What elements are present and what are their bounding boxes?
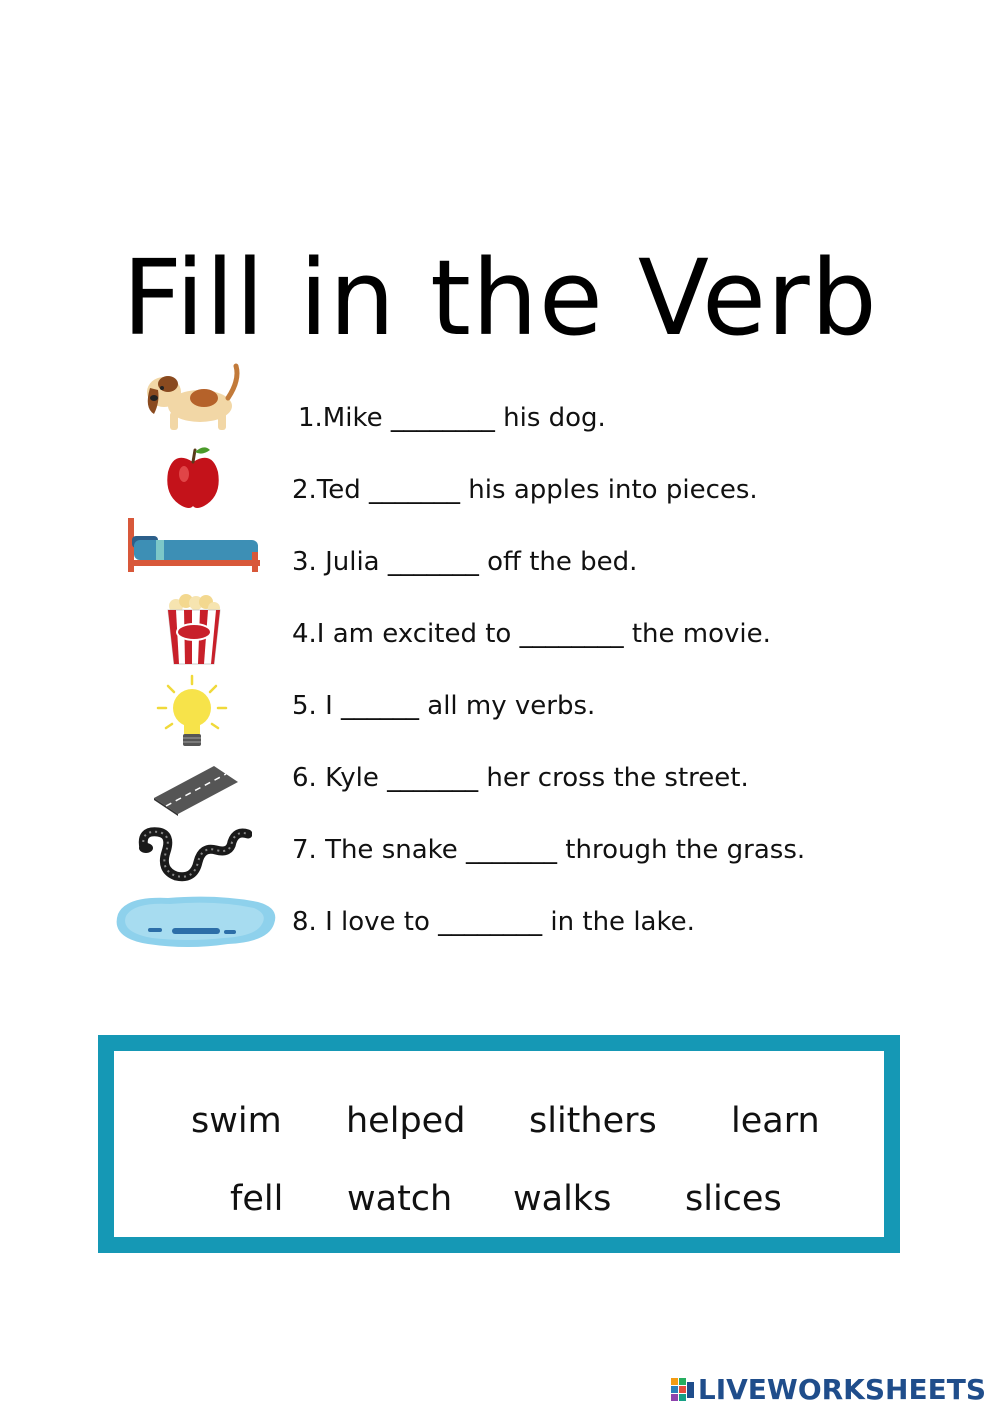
word-bank-word: learn <box>731 1101 820 1141</box>
logo-text: LIVEWORKSHEETS <box>697 1373 986 1406</box>
sentence-row-6 <box>0 742 1000 814</box>
page-title: Fill in the Verb <box>122 237 878 359</box>
bed-icon <box>124 516 262 578</box>
popcorn-icon <box>164 594 224 666</box>
sentence-text: 8. I love to ________ in the lake. <box>292 907 695 937</box>
word-bank-word: helped <box>346 1101 466 1141</box>
sentence-text: 5. I ______ all my verbs. <box>292 691 596 721</box>
sentence-row-5 <box>0 670 1000 742</box>
word-bank <box>98 1035 900 1253</box>
word-bank-word: slithers <box>529 1101 657 1141</box>
logo-icon <box>671 1378 695 1402</box>
sentence-row-7 <box>0 814 1000 886</box>
sentence-text: 2.Ted _______ his apples into pieces. <box>292 475 758 505</box>
lake-icon <box>108 892 280 950</box>
word-bank-word: walks <box>513 1179 612 1219</box>
sentence-text: 7. The snake _______ through the grass. <box>292 835 806 865</box>
word-bank-word: swim <box>191 1101 282 1141</box>
sentence-row-1 <box>0 382 1000 454</box>
apple-icon <box>162 444 224 510</box>
snake-icon <box>136 824 252 886</box>
sentence-text: 6. Kyle _______ her cross the street. <box>292 763 749 793</box>
sentence-text: 1.Mike ________ his dog. <box>298 403 606 433</box>
sentence-text: 3. Julia _______ off the bed. <box>292 547 638 577</box>
sentence-row-4 <box>0 598 1000 670</box>
word-bank-word: fell <box>230 1179 284 1219</box>
sentence-row-8 <box>0 886 1000 958</box>
word-bank-word: watch <box>347 1179 453 1219</box>
word-bank-word: slices <box>685 1179 782 1219</box>
sentence-row-3 <box>0 526 1000 598</box>
liveworksheets-logo <box>671 1372 986 1408</box>
sentence-text: 4.I am excited to ________ the movie. <box>292 619 771 649</box>
street-icon <box>150 764 240 816</box>
dog-icon <box>140 362 244 436</box>
